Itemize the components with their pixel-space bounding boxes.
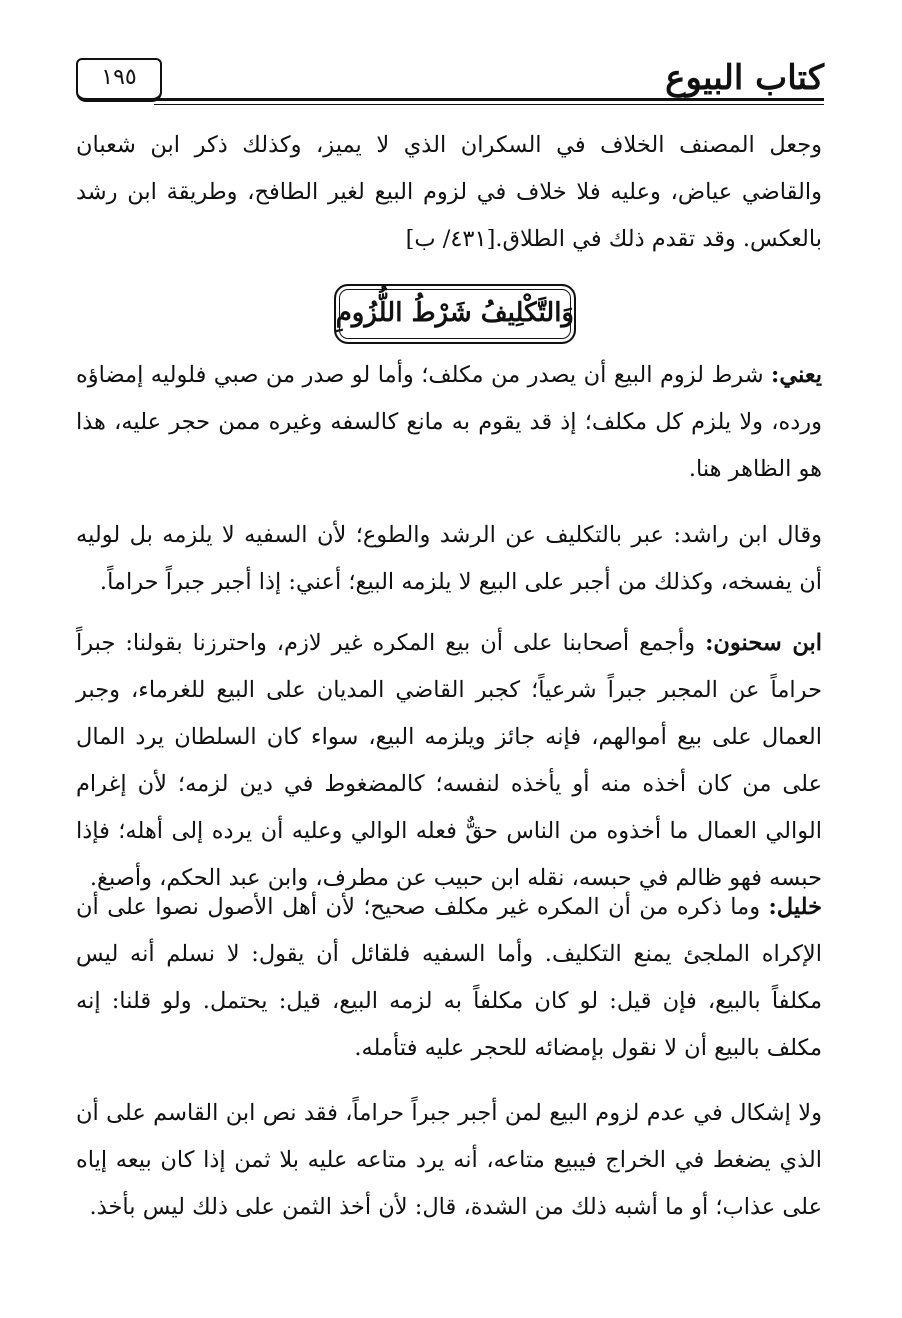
running-title: كتاب البيوع bbox=[665, 58, 824, 98]
paragraph-4-text: وأجمع أصحابنا على أن بيع المكره غير لازم، واحترزنا بقولنا: جبراً حراماً عن المجبر جبراً شرعياً؛ كجبر القاضي المديان على البيع للغرماء، وجبر العمال على بيع أموالهم، فإنه جائز ويلزمه البيع، سواء كان السلطان يرد المال على من كان أخذه منه أو يأخذه لنفسه؛ كالمضغوط في دين لزمه؛ لأن إغرام الوالي العمال ما أخذوه من الناس حقٌّ فعله الوالي وعليه أن يرده إلى أهله؛ فإذا حبسه فهو ظالم في حبسه، نقله ابن حبيب عن مطرف، وابن عبد الحكم، وأصبغ. bbox=[76, 630, 822, 891]
paragraph-2-text: شرط لزوم البيع أن يصدر من مكلف؛ وأما لو صدر من صبي فلوليه إمضاؤه ورده، ولا يلزم كل مكلف؛ إذ قد يقوم به مانع كالسفه وغيره ممن حجر عليه، هذا هو الظاهر هنا. bbox=[76, 362, 822, 482]
paragraph-5-lead: خليل: bbox=[768, 894, 822, 920]
page-header bbox=[72, 56, 824, 106]
page-number: ١٩٥ bbox=[76, 58, 162, 102]
paragraph-2 bbox=[76, 352, 822, 493]
paragraph-2-lead: يعني: bbox=[771, 362, 822, 388]
paragraph-1: وجعل المصنف الخلاف في السكران الذي لا يميز، وكذلك ذكر ابن شعبان والقاضي عياض، وعليه فلا خلاف في لزوم البيع لغير الطافح، وطريقة ابن رشد بالعكس. وقد تقدم ذلك في الطلاق.[٤٣١/ ب] bbox=[76, 132, 822, 252]
paragraph-5-text: وما ذكره من أن المكره غير مكلف صحيح؛ لأن أهل الأصول نصوا على أن الإكراه الملجئ يمنع التكليف. وأما السفيه فلقائل أن يقول: لا نسلم أنه ليس مكلفاً بالبيع، فإن قيل: لو كان مكلفاً به لزمه البيع، قيل: يحتمل. ولو قلنا: إنه مكلف بالبيع أن لا نقول بإمضائه للحجر عليه فتأمله. bbox=[76, 894, 822, 1061]
section-heading: وَالتَّكْلِيفُ شَرْطُ اللُّزُومِ bbox=[334, 284, 576, 344]
paragraph-4-lead: ابن سحنون: bbox=[705, 630, 822, 656]
paragraph-4 bbox=[76, 620, 822, 902]
paragraph-3: وقال ابن راشد: عبر بالتكليف عن الرشد والطوع؛ لأن السفيه لا يلزمه بل لوليه أن يفسخه، وكذلك من أجبر على البيع لا يلزمه البيع؛ أعني: إذا أجبر جبراً حراماً. bbox=[76, 522, 822, 595]
paragraph-5 bbox=[76, 884, 822, 1072]
header-rule bbox=[154, 98, 824, 101]
paragraph-6: ولا إشكال في عدم لزوم البيع لمن أجبر جبراً حراماً، فقد نص ابن القاسم على أن الذي يضغط في الخراج فيبيع متاعه، أنه يرد متاعه عليه بلا ثمن إذا كان بيعه إياه على عذاب؛ أو ما أشبه ذلك من الشدة، قال: لأن أخذ الثمن على ذلك ليس بأخذ. bbox=[76, 1100, 822, 1220]
header-rule-thin bbox=[154, 104, 824, 105]
